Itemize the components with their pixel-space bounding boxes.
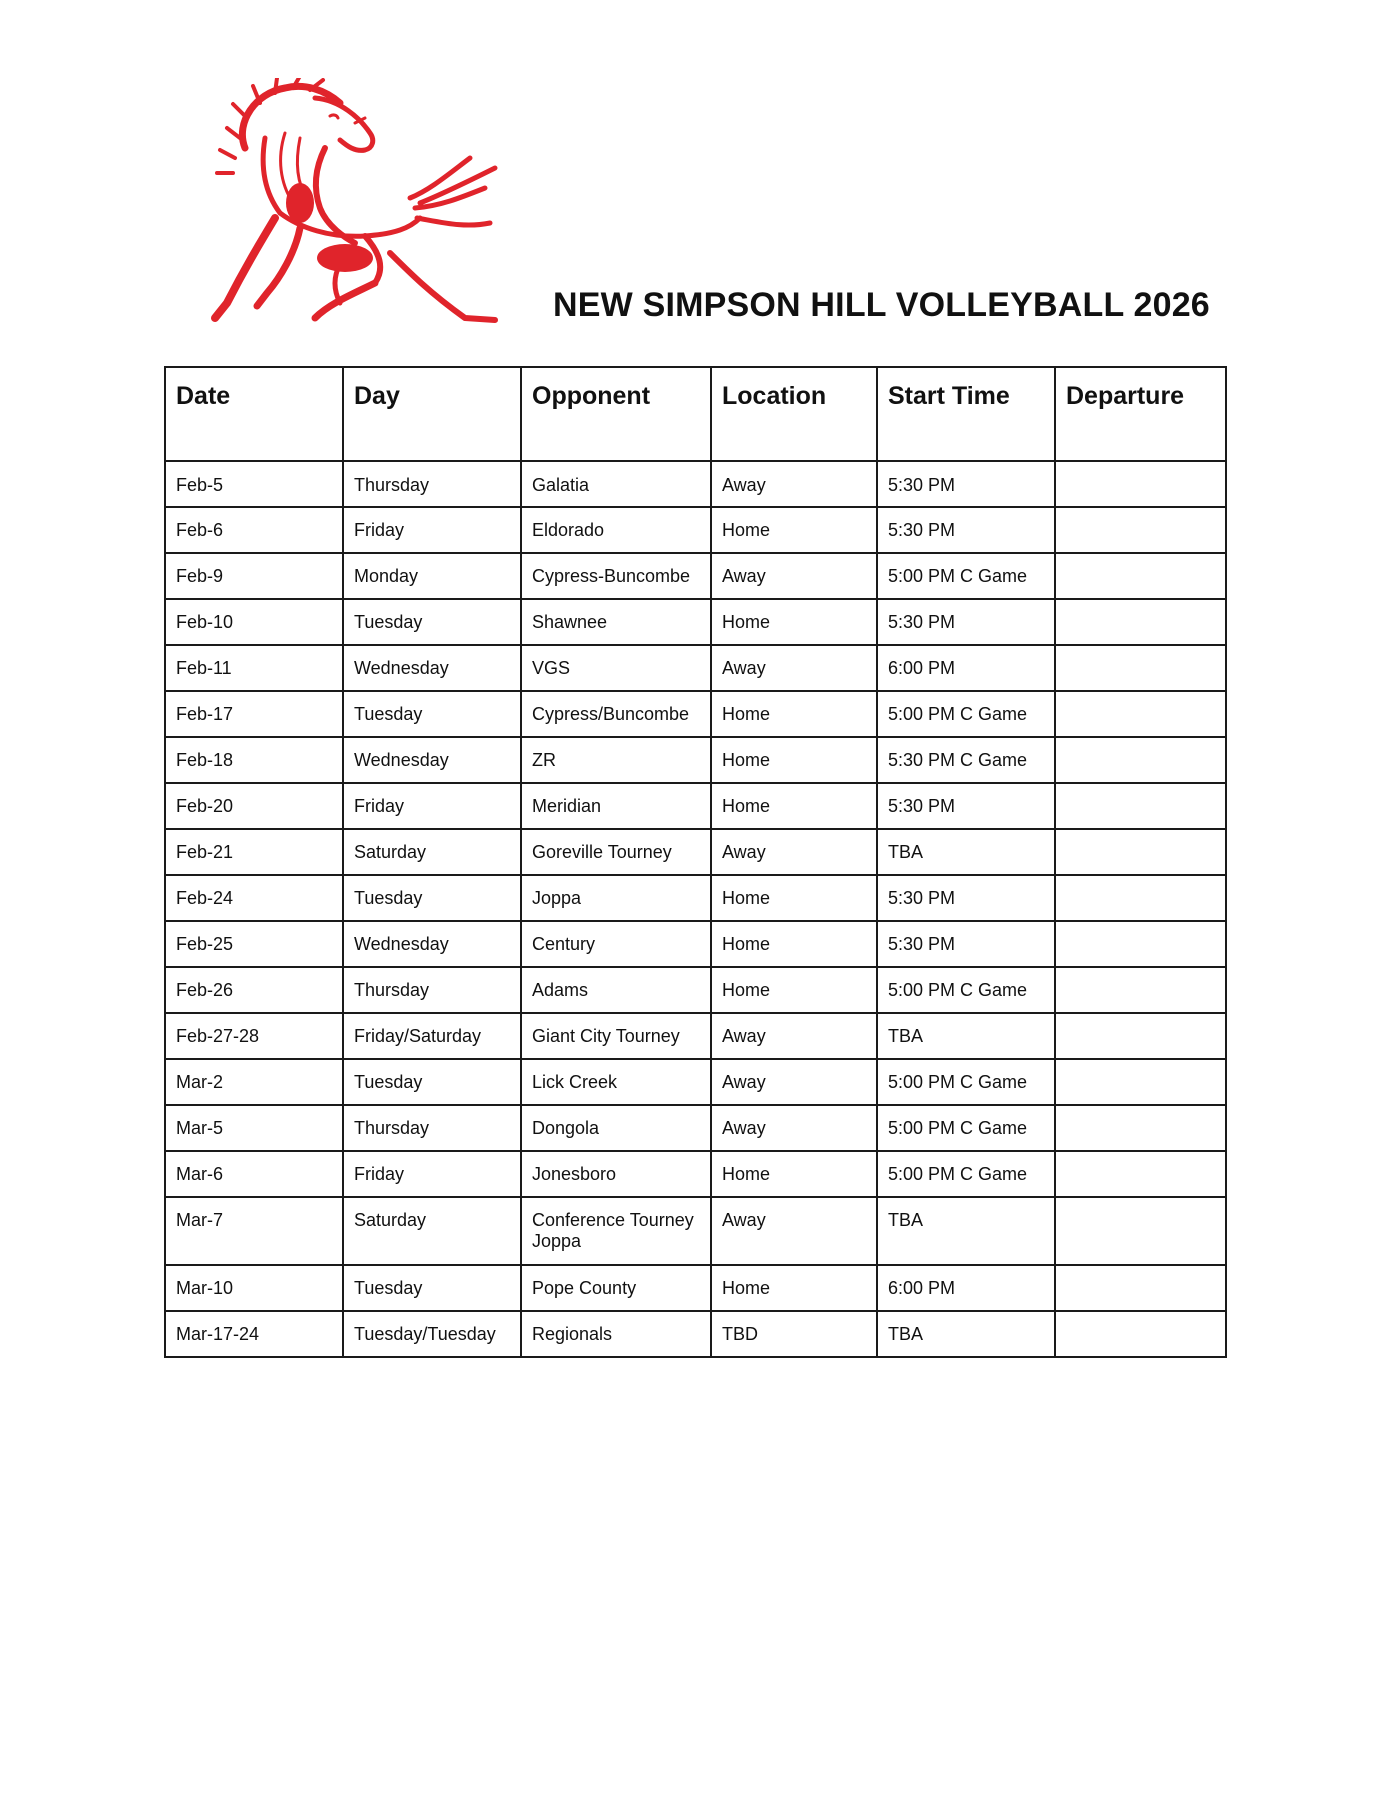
table-row	[165, 1059, 1226, 1105]
departure-cell	[1055, 507, 1226, 553]
column-header: Date	[165, 367, 343, 461]
column-header: Start Time	[877, 367, 1055, 461]
mustang-logo-icon	[205, 78, 505, 323]
date-cell: Feb-25	[165, 921, 343, 967]
table-row	[165, 967, 1226, 1013]
table-row	[165, 737, 1226, 783]
opponent-cell: Meridian	[521, 783, 711, 829]
opponent-cell: Galatia	[521, 461, 711, 507]
location-cell: Away	[711, 829, 877, 875]
opponent-cell: Jonesboro	[521, 1151, 711, 1197]
start-time-cell: 5:30 PM	[877, 921, 1055, 967]
day-cell: Wednesday	[343, 737, 521, 783]
date-cell: Feb-26	[165, 967, 343, 1013]
date-cell: Feb-21	[165, 829, 343, 875]
opponent-cell: Pope County	[521, 1265, 711, 1311]
location-cell: Home	[711, 967, 877, 1013]
departure-cell	[1055, 1265, 1226, 1311]
day-cell: Friday	[343, 1151, 521, 1197]
column-header: Day	[343, 367, 521, 461]
start-time-cell: 5:30 PM	[877, 783, 1055, 829]
start-time-cell: 6:00 PM	[877, 645, 1055, 691]
date-cell: Mar-17-24	[165, 1311, 343, 1357]
day-cell: Friday	[343, 783, 521, 829]
location-cell: Home	[711, 737, 877, 783]
table-row	[165, 1105, 1226, 1151]
start-time-cell: 5:30 PM	[877, 461, 1055, 507]
table-header-row	[165, 367, 1226, 461]
opponent-cell: Shawnee	[521, 599, 711, 645]
day-cell: Saturday	[343, 1197, 521, 1265]
start-time-cell: 6:00 PM	[877, 1265, 1055, 1311]
location-cell: Away	[711, 461, 877, 507]
start-time-cell: 5:00 PM C Game	[877, 1059, 1055, 1105]
column-header: Opponent	[521, 367, 711, 461]
column-header: Location	[711, 367, 877, 461]
departure-cell	[1055, 1059, 1226, 1105]
table-row	[165, 1197, 1226, 1265]
location-cell: Home	[711, 875, 877, 921]
location-cell: Home	[711, 1265, 877, 1311]
table-row	[165, 829, 1226, 875]
table-row	[165, 645, 1226, 691]
opponent-cell: Cypress/Buncombe	[521, 691, 711, 737]
location-cell: Home	[711, 691, 877, 737]
table-row	[165, 1013, 1226, 1059]
location-cell: Away	[711, 1013, 877, 1059]
date-cell: Feb-27-28	[165, 1013, 343, 1059]
day-cell: Tuesday	[343, 875, 521, 921]
opponent-cell: Giant City Tourney	[521, 1013, 711, 1059]
location-cell: Away	[711, 553, 877, 599]
location-cell: Home	[711, 507, 877, 553]
departure-cell	[1055, 1197, 1226, 1265]
start-time-cell: 5:00 PM C Game	[877, 967, 1055, 1013]
location-cell: Home	[711, 599, 877, 645]
date-cell: Feb-18	[165, 737, 343, 783]
table-row	[165, 783, 1226, 829]
start-time-cell: TBA	[877, 1197, 1055, 1265]
start-time-cell: 5:00 PM C Game	[877, 553, 1055, 599]
day-cell: Tuesday	[343, 1265, 521, 1311]
departure-cell	[1055, 553, 1226, 599]
departure-cell	[1055, 691, 1226, 737]
location-cell: Home	[711, 783, 877, 829]
date-cell: Mar-2	[165, 1059, 343, 1105]
start-time-cell: TBA	[877, 1311, 1055, 1357]
table-row	[165, 461, 1226, 507]
date-cell: Feb-11	[165, 645, 343, 691]
date-cell: Mar-7	[165, 1197, 343, 1265]
opponent-cell: Lick Creek	[521, 1059, 711, 1105]
opponent-cell: Adams	[521, 967, 711, 1013]
location-cell: Home	[711, 1151, 877, 1197]
table-row	[165, 875, 1226, 921]
date-cell: Feb-20	[165, 783, 343, 829]
location-cell: Away	[711, 1105, 877, 1151]
departure-cell	[1055, 1311, 1226, 1357]
opponent-cell: Goreville Tourney	[521, 829, 711, 875]
start-time-cell: 5:30 PM	[877, 507, 1055, 553]
opponent-cell: Eldorado	[521, 507, 711, 553]
day-cell: Tuesday	[343, 691, 521, 737]
day-cell: Saturday	[343, 829, 521, 875]
start-time-cell: 5:00 PM C Game	[877, 1105, 1055, 1151]
departure-cell	[1055, 1151, 1226, 1197]
day-cell: Tuesday	[343, 599, 521, 645]
date-cell: Feb-6	[165, 507, 343, 553]
table-row	[165, 599, 1226, 645]
departure-cell	[1055, 783, 1226, 829]
opponent-cell: Regionals	[521, 1311, 711, 1357]
table-row	[165, 1151, 1226, 1197]
departure-cell	[1055, 737, 1226, 783]
start-time-cell: 5:30 PM C Game	[877, 737, 1055, 783]
table-row	[165, 921, 1226, 967]
start-time-cell: 5:30 PM	[877, 599, 1055, 645]
departure-cell	[1055, 967, 1226, 1013]
location-cell: Away	[711, 1059, 877, 1105]
day-cell: Tuesday/Tuesday	[343, 1311, 521, 1357]
departure-cell	[1055, 1013, 1226, 1059]
opponent-cell: ZR	[521, 737, 711, 783]
location-cell: Away	[711, 1197, 877, 1265]
opponent-cell: Century	[521, 921, 711, 967]
column-header: Departure	[1055, 367, 1226, 461]
date-cell: Feb-9	[165, 553, 343, 599]
date-cell: Feb-5	[165, 461, 343, 507]
day-cell: Wednesday	[343, 645, 521, 691]
start-time-cell: 5:30 PM	[877, 875, 1055, 921]
day-cell: Tuesday	[343, 1059, 521, 1105]
departure-cell	[1055, 921, 1226, 967]
departure-cell	[1055, 829, 1226, 875]
opponent-cell: Joppa	[521, 875, 711, 921]
date-cell: Mar-10	[165, 1265, 343, 1311]
date-cell: Mar-6	[165, 1151, 343, 1197]
day-cell: Thursday	[343, 967, 521, 1013]
opponent-cell: Cypress-Buncombe	[521, 553, 711, 599]
day-cell: Thursday	[343, 461, 521, 507]
departure-cell	[1055, 875, 1226, 921]
date-cell: Feb-10	[165, 599, 343, 645]
start-time-cell: TBA	[877, 1013, 1055, 1059]
location-cell: TBD	[711, 1311, 877, 1357]
date-cell: Feb-17	[165, 691, 343, 737]
day-cell: Friday	[343, 507, 521, 553]
location-cell: Away	[711, 645, 877, 691]
table-row	[165, 1265, 1226, 1311]
date-cell: Mar-5	[165, 1105, 343, 1151]
departure-cell	[1055, 645, 1226, 691]
date-cell: Feb-24	[165, 875, 343, 921]
table-row	[165, 1311, 1226, 1357]
start-time-cell: TBA	[877, 829, 1055, 875]
opponent-cell: VGS	[521, 645, 711, 691]
start-time-cell: 5:00 PM C Game	[877, 1151, 1055, 1197]
departure-cell	[1055, 461, 1226, 507]
day-cell: Monday	[343, 553, 521, 599]
table-row	[165, 507, 1226, 553]
opponent-cell: Dongola	[521, 1105, 711, 1151]
page-title: NEW SIMPSON HILL VOLLEYBALL 2026	[553, 286, 1210, 324]
table-row	[165, 691, 1226, 737]
location-cell: Home	[711, 921, 877, 967]
departure-cell	[1055, 1105, 1226, 1151]
table-row	[165, 553, 1226, 599]
departure-cell	[1055, 599, 1226, 645]
day-cell: Wednesday	[343, 921, 521, 967]
start-time-cell: 5:00 PM C Game	[877, 691, 1055, 737]
day-cell: Friday/Saturday	[343, 1013, 521, 1059]
day-cell: Thursday	[343, 1105, 521, 1151]
schedule-table	[164, 366, 1227, 1358]
opponent-cell: Conference Tourney Joppa	[521, 1197, 711, 1265]
